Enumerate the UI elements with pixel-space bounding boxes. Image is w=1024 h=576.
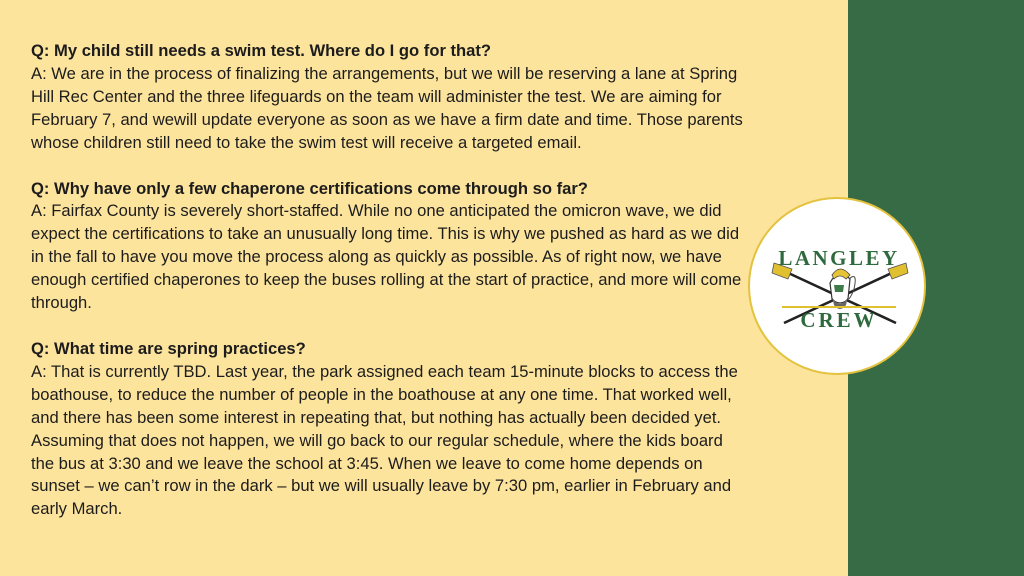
faq-question: Q: My child still needs a swim test. Where do I go for that? (31, 41, 492, 60)
faq-question: Q: What time are spring practices? (31, 338, 306, 358)
logo-top-word: LANGLEY (778, 246, 900, 270)
logo-bottom-word: CREW (800, 308, 878, 332)
faq-question: Q: Why have only a few chaperone certifications come through so far? (31, 178, 588, 198)
langley-crew-logo (750, 199, 926, 375)
faq-answer: A: Fairfax County is severely short-staffed. While no one anticipated the omicron wave, we did expect the certifications to take an unusually long time. This is why we pushed as hard as we did in the fall to have you move the process along as quickly as possible. As of right now, we have enough certified chaperones to keep the buses rolling at the start of practice, and more will come through. (31, 201, 742, 313)
logo-badge (748, 197, 926, 375)
faq-item-practice-time (31, 338, 746, 521)
faq-item-chaperone (31, 178, 746, 315)
faq-answer: A: We are in the process of finalizing the arrangements, but we will be reserving a lane at Spring Hill Rec Center and the three lifeguards on the team will administer the test. We are aiming for February 7, and wewill update everyone as soon as we have a firm date and time. Those parents whose children still need to take the swim test will receive a targeted email. (31, 63, 743, 152)
faq-item-swim-test (31, 40, 746, 155)
faq-content (31, 40, 746, 544)
faq-answer: A: That is currently TBD. Last year, the park assigned each team 15-minute blocks to access the boathouse, to reduce the number of people in the boathouse at any one time. That worked well, and there has been some interest in repeating that, but nothing has actually been decided yet. Assuming that does not happen, we will go back to our regular schedule, where the kids board the bus at 3:30 and we leave the school at 3:45. When we leave to come home depends on sunset – we can’t row in the dark – but we will usually leave by 7:30 pm, earlier in February and early March. (31, 361, 738, 519)
